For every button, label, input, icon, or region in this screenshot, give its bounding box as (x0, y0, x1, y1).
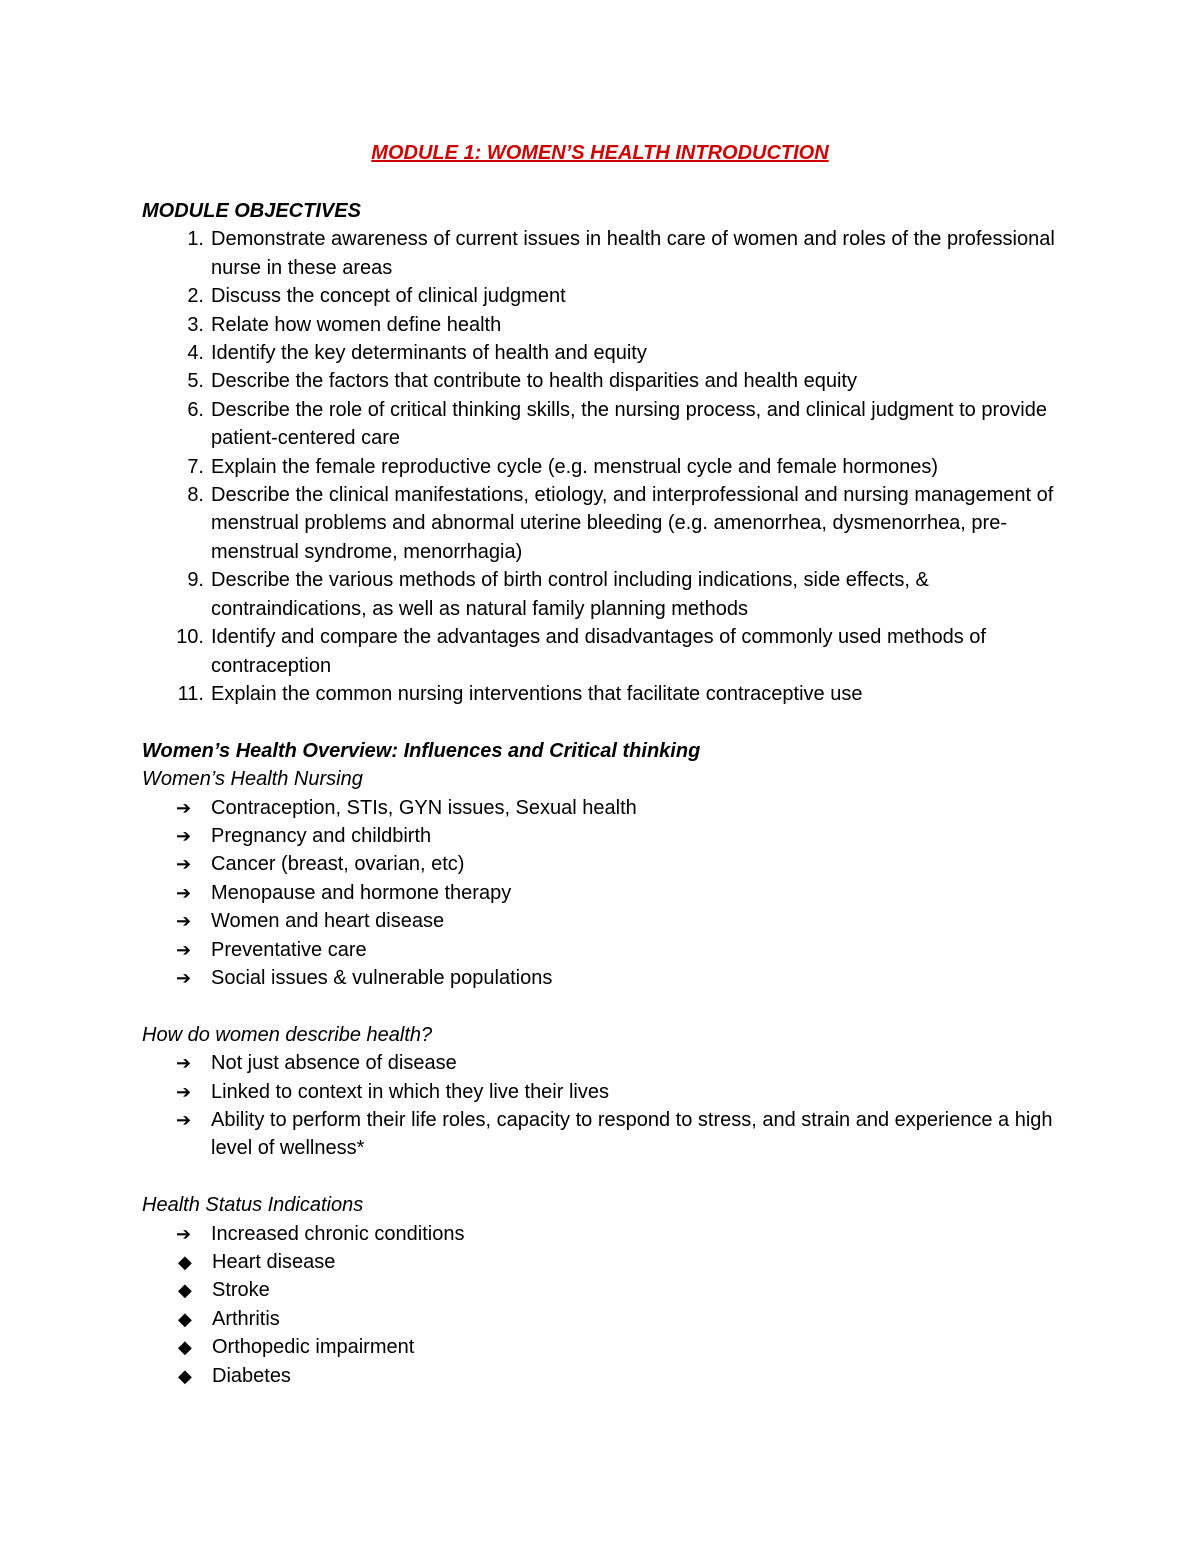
sub-list-item-text: Orthopedic impairment (212, 1336, 415, 1359)
list-item (142, 794, 1072, 822)
list-item-text: Cancer (breast, ovarian, etc) (211, 853, 465, 876)
list-item (142, 907, 1072, 935)
objective-item (142, 339, 1072, 367)
describe-health-list (142, 1049, 1072, 1163)
sub-list-item (142, 1276, 1072, 1304)
objective-text: Explain the female reproductive cycle (e.g. menstrual cycle and female hormones) (211, 455, 939, 478)
health-status-subheading: Health Status Indications (142, 1194, 364, 1217)
objective-number: 4. (187, 342, 204, 365)
sub-list-item (142, 1248, 1072, 1276)
list-item (142, 1220, 1072, 1248)
objective-item (142, 367, 1072, 395)
list-item-text: Not just absence of disease (211, 1052, 457, 1075)
document-body (142, 197, 1072, 1390)
objective-number: 1. (187, 228, 204, 251)
spacer (142, 708, 1072, 736)
sub-list-item (142, 1305, 1072, 1333)
objective-number: 2. (187, 285, 204, 308)
objective-number: 9. (187, 569, 204, 592)
list-item-text: Pregnancy and childbirth (211, 824, 432, 847)
objective-number: 3. (187, 313, 204, 336)
objective-text: Explain the common nursing interventions that facilitate contraceptive use (211, 682, 863, 705)
objective-item (142, 282, 1072, 310)
arrow-bullet-icon: ➔ (176, 797, 192, 818)
arrow-bullet-icon: ➔ (176, 825, 192, 846)
describe-health-subheading: How do women describe health? (142, 1023, 433, 1046)
diamond-bullet-icon: ◆ (178, 1308, 192, 1329)
list-item-text: Contraception, STIs, GYN issues, Sexual health (211, 796, 637, 819)
objective-item (142, 453, 1072, 481)
list-item-text: Social issues & vulnerable populations (211, 966, 553, 989)
objective-item (142, 566, 1072, 623)
diamond-bullet-icon: ◆ (178, 1365, 192, 1386)
sub-list-item-text: Arthritis (212, 1307, 280, 1330)
arrow-bullet-icon: ➔ (176, 967, 192, 988)
list-item-text: Menopause and hormone therapy (211, 881, 512, 904)
objective-number: 7. (187, 455, 204, 478)
list-item (142, 879, 1072, 907)
arrow-bullet-icon: ➔ (176, 882, 192, 903)
objective-item (142, 396, 1072, 453)
arrow-bullet-icon: ➔ (176, 911, 192, 932)
list-item (142, 964, 1072, 992)
objective-number: 5. (187, 370, 204, 393)
objective-item (142, 481, 1072, 566)
list-item-text: Women and heart disease (211, 910, 445, 933)
list-item-text: Linked to context in which they live their lives (211, 1080, 609, 1103)
list-item-text: Ability to perform their life roles, capacity to respond to stress, and strain and experience a high level of wellness* (211, 1108, 1053, 1160)
sub-list-item-text: Stroke (212, 1279, 270, 1302)
objective-number: 8. (187, 484, 204, 507)
health-status-list (142, 1220, 1072, 1248)
objective-text: Describe the various methods of birth control including indications, side effects, & contraindications, as well as natural family planning methods (211, 569, 929, 620)
overview-list (142, 794, 1072, 993)
objectives-heading: MODULE OBJECTIVES (142, 200, 361, 222)
objectives-list (142, 225, 1072, 708)
objective-item (142, 225, 1072, 282)
sub-list-item-text: Diabetes (212, 1364, 291, 1387)
spacer (142, 992, 1072, 1020)
overview-subheading: Women’s Health Nursing (142, 768, 363, 791)
list-item (142, 822, 1072, 850)
objective-text: Identify and compare the advantages and disadvantages of commonly used methods of contraception (211, 626, 986, 677)
sub-list-item (142, 1333, 1072, 1361)
spacer (142, 1163, 1072, 1191)
objective-text: Identify the key determinants of health and equity (211, 342, 647, 365)
objective-item (142, 311, 1072, 339)
arrow-bullet-icon: ➔ (176, 1109, 192, 1130)
objective-text: Discuss the concept of clinical judgment (211, 285, 566, 308)
arrow-bullet-icon: ➔ (176, 939, 192, 960)
objective-item (142, 680, 1072, 708)
document-title: MODULE 1: WOMEN’S HEALTH INTRODUCTION (371, 142, 829, 164)
list-item (142, 850, 1072, 878)
objective-number: 6. (187, 398, 204, 421)
diamond-bullet-icon: ◆ (178, 1337, 192, 1358)
overview-heading: Women’s Health Overview: Influences and Critical thinking (142, 739, 701, 762)
list-item (142, 1078, 1072, 1106)
list-item-text: Increased chronic conditions (211, 1222, 465, 1245)
list-item (142, 1049, 1072, 1077)
list-item-text: Preventative care (211, 938, 367, 961)
diamond-bullet-icon: ◆ (178, 1251, 192, 1272)
objective-text: Relate how women define health (211, 313, 502, 336)
objective-item (142, 623, 1072, 680)
arrow-bullet-icon: ➔ (176, 854, 192, 875)
objective-text: Describe the role of critical thinking skills, the nursing process, and clinical judgment to provide patient-centered care (211, 398, 1047, 450)
sub-list-item (142, 1362, 1072, 1390)
list-item (142, 936, 1072, 964)
objective-text: Describe the clinical manifestations, etiology, and interprofessional and nursing management of menstrual problems and abnormal uterine bleeding (e.g. amenorrhea, dysmenorrhea, pre-menstrual syndrome, menorrhagia) (211, 484, 1054, 563)
objective-text: Demonstrate awareness of current issues in health care of women and roles of the professional nurse in these areas (211, 228, 1055, 279)
arrow-bullet-icon: ➔ (176, 1081, 192, 1102)
arrow-bullet-icon: ➔ (176, 1223, 192, 1244)
chronic-conditions-list (142, 1248, 1072, 1390)
arrow-bullet-icon: ➔ (176, 1053, 192, 1074)
list-item (142, 1106, 1072, 1163)
objective-text: Describe the factors that contribute to health disparities and health equity (211, 370, 857, 393)
diamond-bullet-icon: ◆ (178, 1280, 192, 1301)
objective-number: 11. (177, 682, 204, 705)
objective-number: 10. (176, 626, 204, 649)
sub-list-item-text: Heart disease (212, 1250, 336, 1273)
